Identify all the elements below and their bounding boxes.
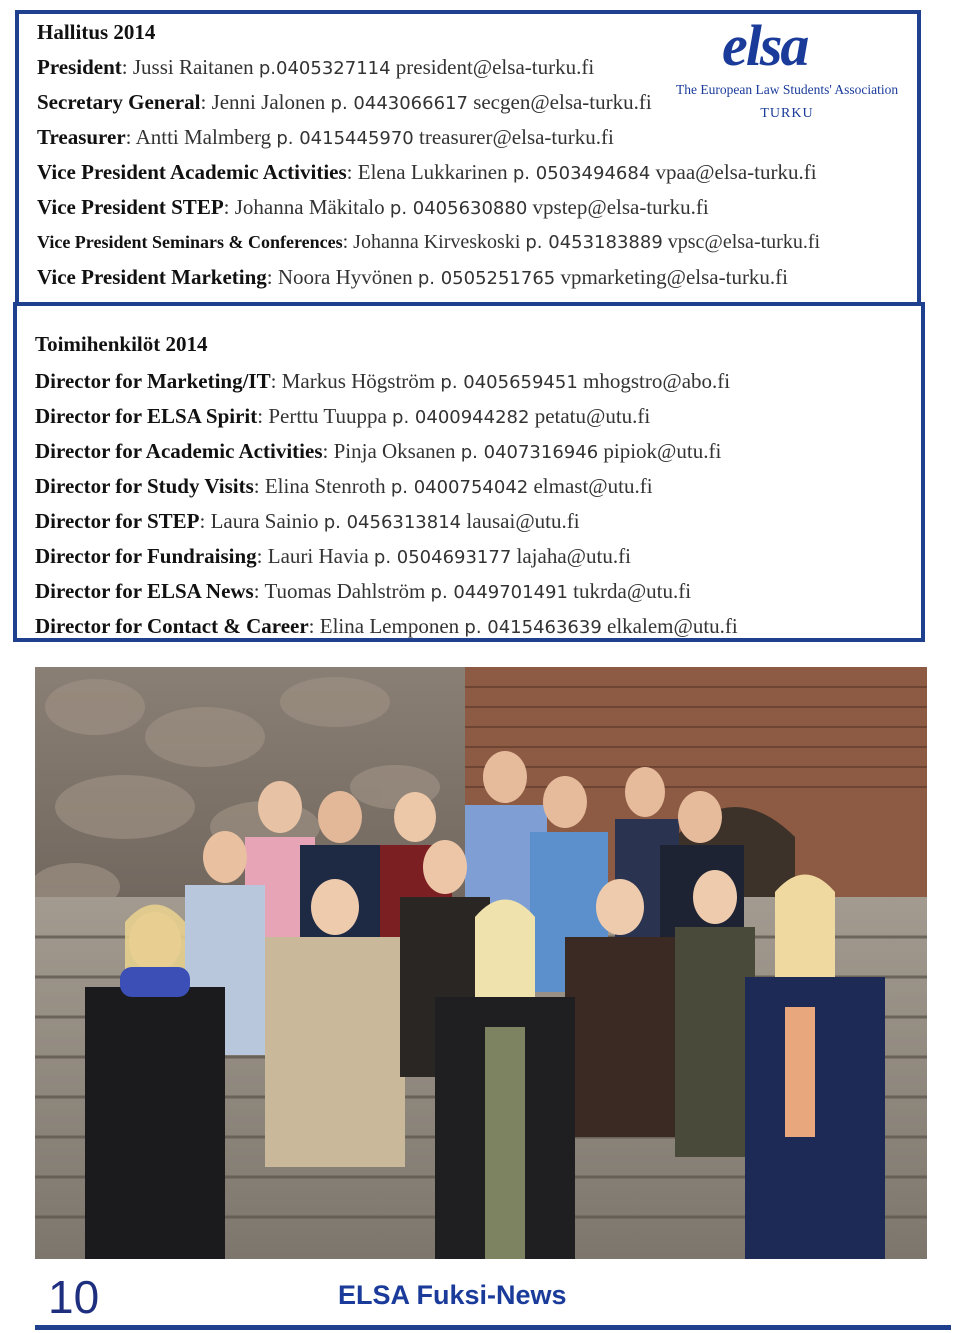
logo-subtitle: The European Law Students' Association xyxy=(676,82,899,97)
email-link[interactable]: pipiok@utu.fi xyxy=(603,439,722,463)
person-name: Laura Sainio xyxy=(210,509,319,533)
board-row: Vice President Marketing: Noora Hyvönen p. 0505251765 vpmarketing@elsa-turku.fi xyxy=(37,265,789,289)
person-name: Jenni Jalonen xyxy=(211,90,326,114)
person-name: Tuomas Dahlström xyxy=(264,579,426,603)
group-photo xyxy=(35,667,927,1259)
footer-divider xyxy=(35,1325,951,1330)
phone-number: p. 0504693177 xyxy=(373,547,512,568)
role-label: Treasurer xyxy=(37,125,126,149)
officer-row: Director for STEP: Laura Sainio p. 0456313814 lausai@utu.fi xyxy=(35,509,580,533)
role-label: Vice President STEP xyxy=(37,195,224,219)
phone-number: p. 0405659451 xyxy=(440,372,578,393)
email-link[interactable]: vpstep@elsa-turku.fi xyxy=(532,195,709,219)
person-name: Elina Lemponen xyxy=(319,614,460,638)
page-number: 10 xyxy=(48,1271,100,1323)
email-link[interactable]: vpsc@elsa-turku.fi xyxy=(667,231,821,253)
role-label: Director for Study Visits xyxy=(35,474,254,498)
phone-number: p. 0443066617 xyxy=(330,93,468,114)
elsa-logo xyxy=(676,14,898,136)
phone-number: p. 0415463639 xyxy=(464,617,602,638)
officers-heading: Toimihenkilöt 2014 xyxy=(35,332,208,356)
officers-section xyxy=(13,302,925,642)
phone-number: p. 0503494684 xyxy=(512,163,651,184)
email-link[interactable]: treasurer@elsa-turku.fi xyxy=(419,125,614,149)
officer-row: Director for Academic Activities: Pinja Oksanen p. 0407316946 pipiok@utu.fi xyxy=(35,439,722,463)
email-link[interactable]: lausai@utu.fi xyxy=(466,509,580,533)
role-label: Director for STEP xyxy=(35,509,200,533)
board-row: Vice President Seminars & Conferences: Johanna Kirveskoski p. 0453183889 vpsc@elsa-turku.fi xyxy=(37,231,821,253)
role-label: Vice President Academic Activities xyxy=(37,160,347,184)
person-name: Jussi Raitanen xyxy=(132,55,254,79)
group-photo-illustration xyxy=(35,667,927,1259)
person-name: Johanna Mäkitalo xyxy=(234,195,385,219)
logo-city: TURKU xyxy=(760,106,814,121)
logo-wordmark: elsa xyxy=(722,13,808,78)
officer-row: Director for Marketing/IT: Markus Högström p. 0405659451 mhogstro@abo.fi xyxy=(35,369,731,393)
email-link[interactable]: tukrda@utu.fi xyxy=(573,579,692,603)
email-link[interactable]: petatu@utu.fi xyxy=(534,404,651,428)
officer-row: Director for Fundraising: Lauri Havia p. 0504693177 lajaha@utu.fi xyxy=(35,544,631,568)
person-name: Johanna Kirveskoski xyxy=(353,231,521,253)
phone-number: p.0405327114 xyxy=(258,58,391,79)
person-name: Elena Lukkarinen xyxy=(357,160,508,184)
role-label: Director for ELSA News xyxy=(35,579,254,603)
person-name: Pinja Oksanen xyxy=(333,439,456,463)
phone-number: p. 0400754042 xyxy=(390,477,529,498)
person-name: Perttu Tuuppa xyxy=(268,404,387,428)
person-name: Noora Hyvönen xyxy=(277,265,413,289)
role-label: Vice President Marketing xyxy=(37,265,267,289)
role-label: Director for ELSA Spirit xyxy=(35,404,258,428)
role-label: President xyxy=(37,55,122,79)
role-label: Director for Contact & Career xyxy=(35,614,309,638)
phone-number: p. 0407316946 xyxy=(460,442,599,463)
role-label: Vice President Seminars & Conferences xyxy=(37,232,343,252)
phone-number: p. 0505251765 xyxy=(417,268,556,289)
email-link[interactable]: elkalem@utu.fi xyxy=(607,614,738,638)
publication-title: ELSA Fuksi-News xyxy=(338,1280,567,1310)
email-link[interactable]: elmast@utu.fi xyxy=(533,474,653,498)
phone-number: p. 0453183889 xyxy=(525,232,663,253)
phone-number: p. 0456313814 xyxy=(323,512,462,533)
email-link[interactable]: secgen@elsa-turku.fi xyxy=(473,90,652,114)
phone-number: p. 0415445970 xyxy=(276,128,414,149)
role-label: Secretary General xyxy=(37,90,201,114)
role-label: Director for Fundraising xyxy=(35,544,257,568)
phone-number: p. 0400944282 xyxy=(392,407,530,428)
phone-number: p. 0405630880 xyxy=(389,198,528,219)
person-name: Markus Högström xyxy=(281,369,436,393)
officer-row: Director for Study Visits: Elina Stenroth p. 0400754042 elmast@utu.fi xyxy=(35,474,653,498)
email-link[interactable]: president@elsa-turku.fi xyxy=(395,55,595,79)
officer-row: Director for ELSA Spirit: Perttu Tuuppa p. 0400944282 petatu@utu.fi xyxy=(35,404,651,428)
email-link[interactable]: lajaha@utu.fi xyxy=(516,544,631,568)
officer-row: Director for Contact & Career: Elina Lemponen p. 0415463639 elkalem@utu.fi xyxy=(35,614,738,638)
officer-row: Director for ELSA News: Tuomas Dahlström p. 0449701491 tukrda@utu.fi xyxy=(35,579,692,603)
person-name: Elina Stenroth xyxy=(264,474,386,498)
board-row: Vice President Academic Activities: Elena Lukkarinen p. 0503494684 vpaa@elsa-turku.fi xyxy=(37,160,817,184)
email-link[interactable]: vpmarketing@elsa-turku.fi xyxy=(560,265,789,289)
person-name: Antti Malmberg xyxy=(135,125,272,149)
board-row: President: Jussi Raitanen p.0405327114 president@elsa-turku.fi xyxy=(37,55,595,79)
board-row: Secretary General: Jenni Jalonen p. 0443066617 secgen@elsa-turku.fi xyxy=(37,90,652,114)
email-link[interactable]: vpaa@elsa-turku.fi xyxy=(655,160,817,184)
role-label: Director for Marketing/IT xyxy=(35,369,271,393)
role-label: Director for Academic Activities xyxy=(35,439,323,463)
email-link[interactable]: mhogstro@abo.fi xyxy=(583,369,731,393)
person-name: Lauri Havia xyxy=(267,544,369,568)
board-row: Treasurer: Antti Malmberg p. 0415445970 treasurer@elsa-turku.fi xyxy=(37,125,614,149)
board-heading: Hallitus 2014 xyxy=(37,20,156,44)
phone-number: p. 0449701491 xyxy=(430,582,568,603)
board-row: Vice President STEP: Johanna Mäkitalo p. 0405630880 vpstep@elsa-turku.fi xyxy=(37,195,709,219)
